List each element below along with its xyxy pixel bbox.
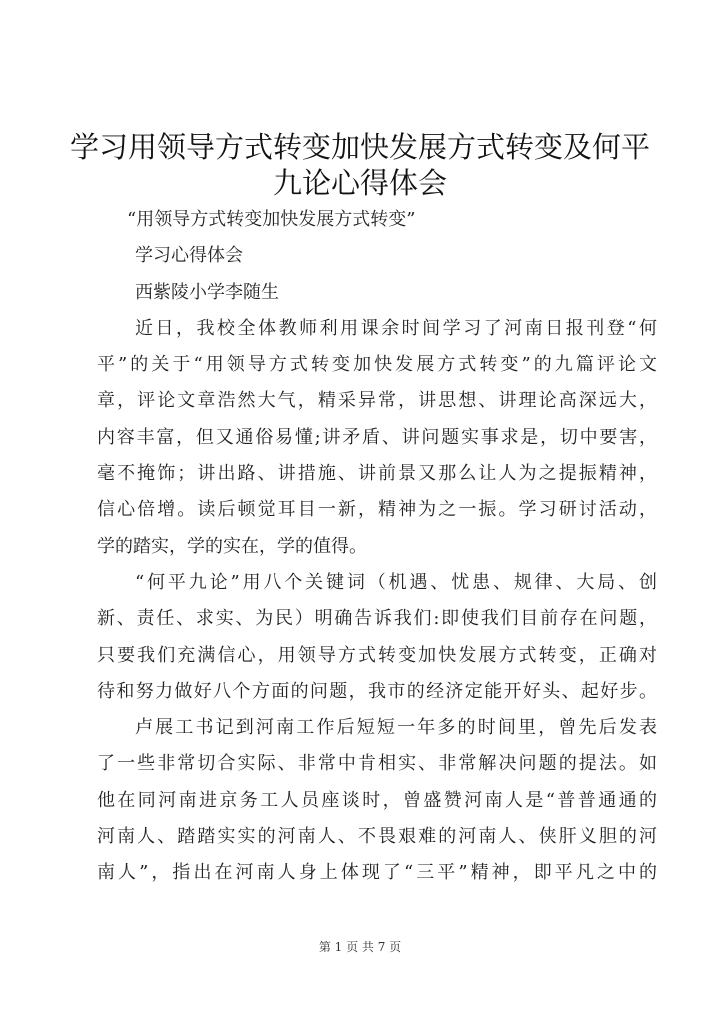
paragraph-2-line: “何平九论”用八个关键词（机遇、忧患、规律、大局、创 (135, 571, 657, 593)
paragraph-3-line: 他在同河南进京务工人员座谈时，曾盛赞河南人是“普普通通的 (97, 789, 657, 811)
paragraph-1-line: 章，评论文章浩然大气，精采异常，讲思想、讲理论高深远大， (97, 390, 657, 412)
paragraph-3-line: 卢展工书记到河南工作后短短一年多的时间里，曾先后发表 (135, 717, 657, 739)
paragraph-1-line: 近日，我校全体教师利用课余时间学习了河南日报刊登“何 (135, 317, 657, 339)
author-line: 西紫陵小学李随生 (135, 281, 279, 303)
paragraph-2-line: 只要我们充满信心，用领导方式转变加快发展方式转变，正确对 (97, 644, 657, 666)
document-body (97, 202, 657, 892)
paragraph-2-line: 待和努力做好八个方面的问题，我市的经济定能开好头、起好步。 (97, 680, 657, 702)
subtitle-quote: “用领导方式转变加快发展方式转变” (127, 209, 416, 230)
paragraph-1-line: 毫不掩饰；讲出路、讲措施、讲前景又那么让人为之提振精神， (97, 463, 657, 485)
paragraph-1-line: 信心倍增。读后顿觉耳目一新，精神为之一振。学习研讨活动， (97, 499, 657, 521)
document-title-line-1: 学习用领导方式转变加快发展方式转变及何平 (69, 130, 650, 164)
paragraph-3-line: 南人”，指出在河南人身上体现了“三平”精神，即平凡之中的 (97, 862, 657, 884)
paragraph-2-line: 新、责任、求实、为民）明确告诉我们:即使我们目前存在问题， (97, 608, 657, 630)
paragraph-1-line: 学的踏实，学的实在，学的值得。 (97, 535, 367, 557)
paragraph-3-line: 河南人、踏踏实实的河南人、不畏艰难的河南人、侠肝义胆的河 (97, 826, 657, 848)
subtitle-heading: 学习心得体会 (135, 245, 243, 267)
paragraph-1-line: 内容丰富，但又通俗易懂;讲矛盾、讲问题实事求是，切中要害， (97, 426, 657, 448)
document-title-line-2: 九论心得体会 (272, 166, 447, 200)
page-number-footer: 第 1 页 共 7 页 (318, 940, 402, 954)
paragraph-1-line: 平”的关于“用领导方式转变加快发展方式转变”的九篇评论文 (97, 354, 657, 376)
paragraph-3-line: 了一些非常切合实际、非常中肯相实、非常解决问题的提法。如 (97, 753, 657, 775)
